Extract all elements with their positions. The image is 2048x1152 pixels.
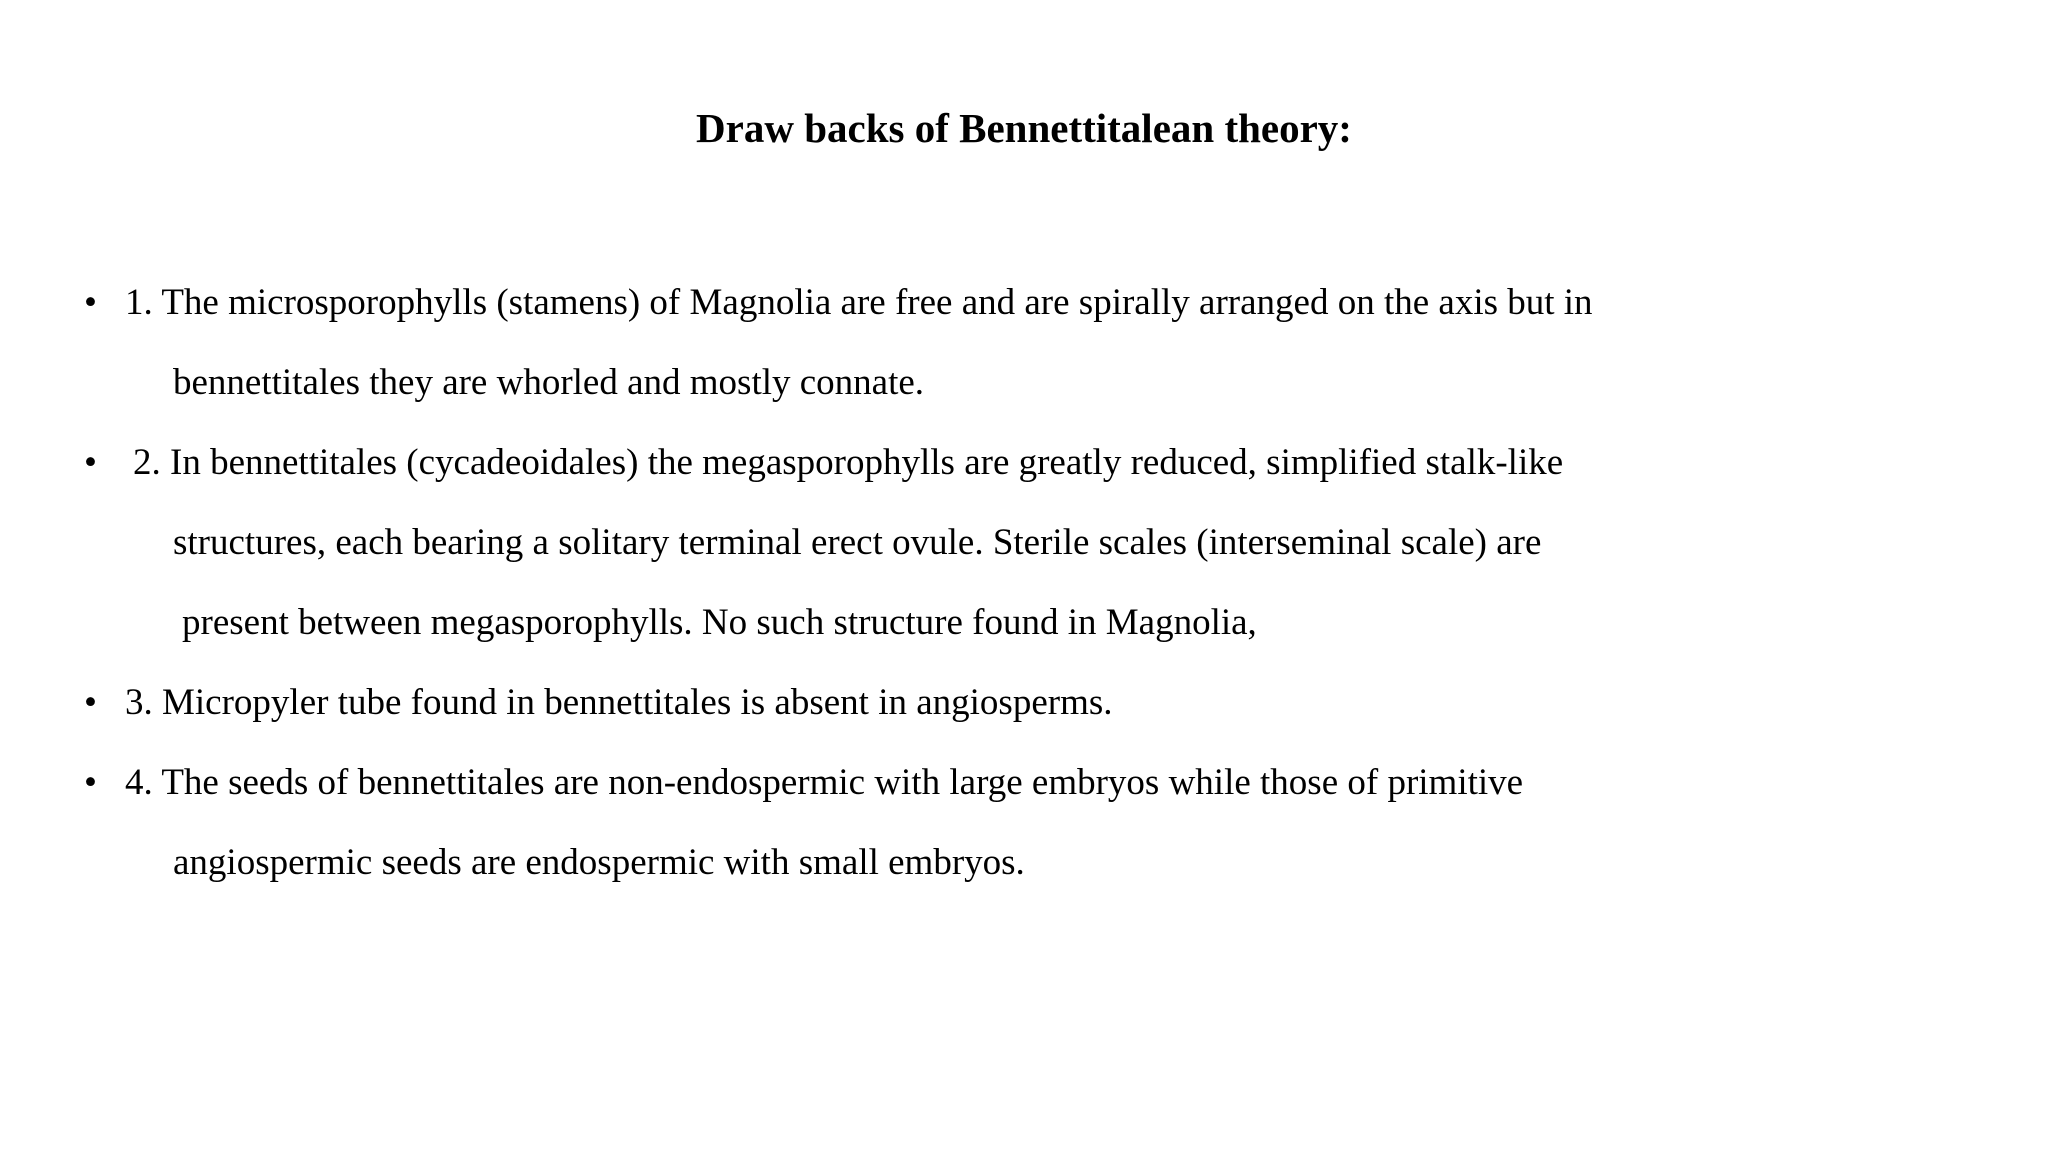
point-2-line-3: present between megasporophylls. No such structure found in Magnolia, [182,602,1257,643]
point-4-line-1: 4. The seeds of bennettitales are non-endospermic with large embryos while those of primitive [125,762,1524,803]
point-1-line-1: 1. The microsporophylls (stamens) of Magnolia are free and are spirally arranged on the axis but in [125,282,1593,323]
bullet-icon: • [84,682,97,723]
bullet-icon: • [84,282,97,323]
bullet-icon: • [84,762,97,803]
point-3-line-1: 3. Micropyler tube found in bennettitales is absent in angiosperms. [125,682,1113,723]
point-4-line-2: angiospermic seeds are endospermic with small embryos. [173,842,1025,883]
slide-title: Draw backs of Bennettitalean theory: [696,105,1352,151]
point-2-line-1: 2. In bennettitales (cycadeoidales) the megasporophylls are greatly reduced, simplified stalk-like [133,442,1564,483]
point-1-line-2: bennettitales they are whorled and mostly connate. [173,362,925,403]
point-2-line-2: structures, each bearing a solitary terminal erect ovule. Sterile scales (interseminal scale) are [173,522,1542,563]
bullet-icon: • [84,442,97,483]
